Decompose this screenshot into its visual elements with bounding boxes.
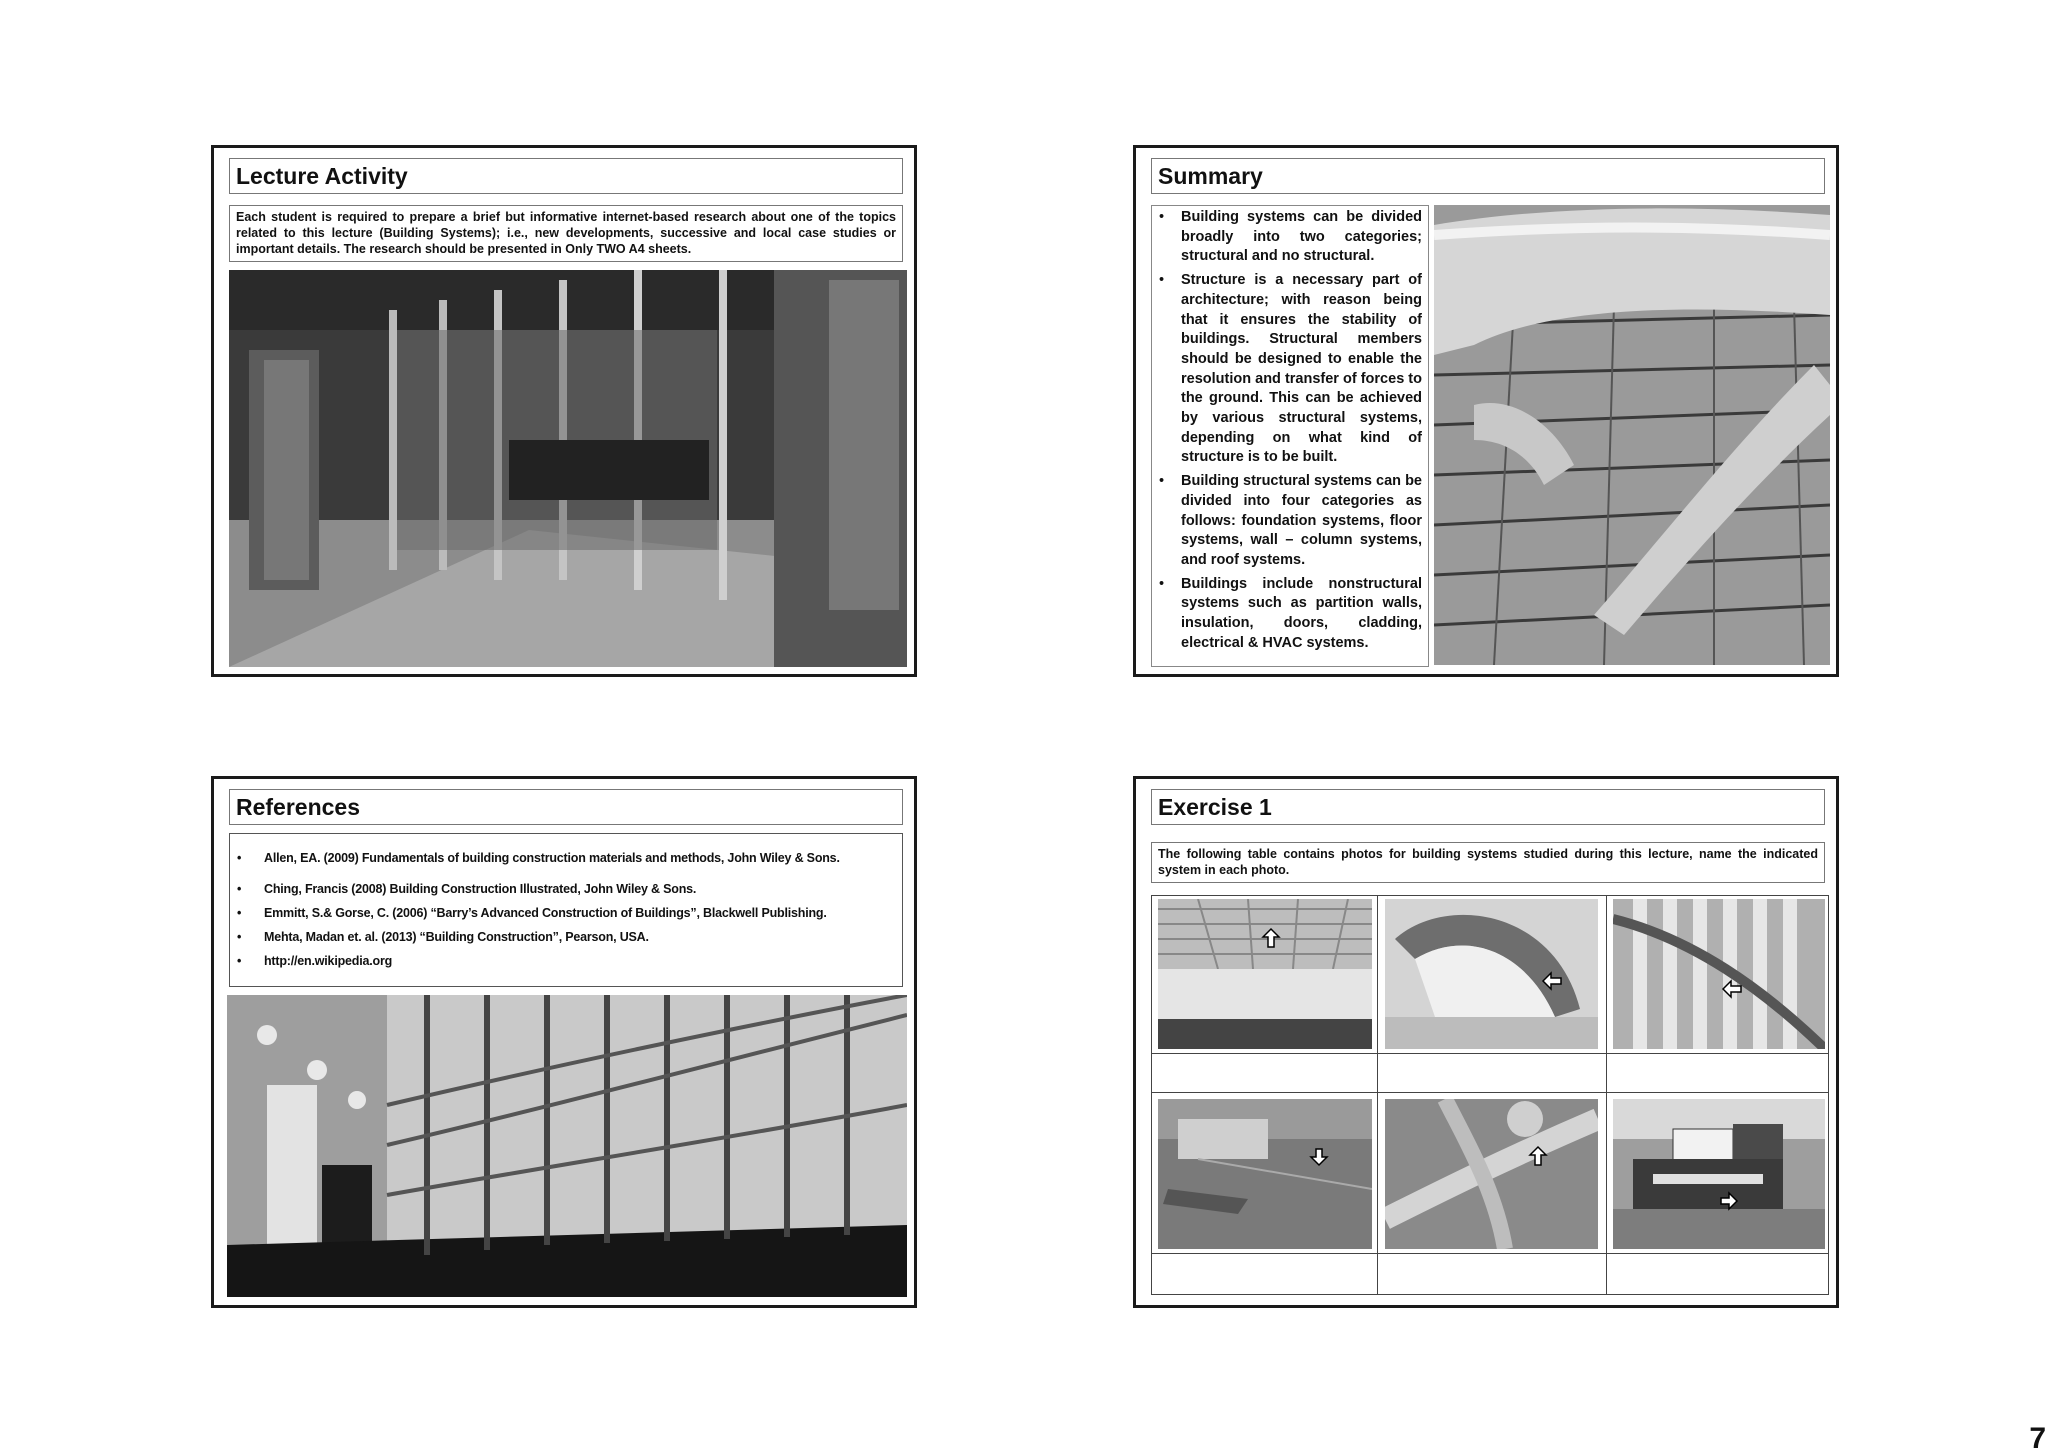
slide-title: References	[229, 789, 903, 825]
exercise-table	[1151, 895, 1829, 1295]
reference-item: • Emmitt, S.& Gorse, C. (2006) “Barry’s Advanced Construction of Buildings”, Blackwell Publishing.	[234, 905, 896, 921]
slide-title: Lecture Activity	[229, 158, 903, 194]
shell-roof-photo	[1385, 899, 1598, 1049]
hvac-ducts-photo	[1434, 205, 1830, 665]
raised-floor-photo	[1158, 1099, 1372, 1249]
exercise-description: The following table contains photos for building systems studied during this lecture, name the indicated system in each photo.	[1151, 842, 1825, 883]
reference-item: • Allen, EA. (2009) Fundamentals of building construction materials and methods, John Wiley & Sons.	[234, 850, 896, 866]
references-list	[234, 850, 896, 969]
reference-link[interactable]: • http://en.wikipedia.org	[234, 953, 896, 969]
references-box	[229, 833, 903, 987]
summary-bullets	[1156, 208, 1422, 653]
slide-title: Summary	[1151, 158, 1825, 194]
reference-item: • Mehta, Madan et. al. (2013) “Building Construction”, Pearson, USA.	[234, 929, 896, 945]
reference-item: • Ching, Francis (2008) Building Construction Illustrated, John Wiley & Sons.	[234, 881, 896, 897]
waffle-slab-ceiling-photo	[1158, 899, 1372, 1049]
slide-summary	[1133, 145, 1839, 677]
slide-exercise	[1133, 776, 1839, 1308]
summary-bullet: • Building structural systems can be divided into four categories as follows: foundation systems, floor systems, wall – column systems, and roof systems.	[1156, 472, 1422, 571]
office-partitions-photo	[1613, 1099, 1825, 1249]
curtain-wall-lobby-photo	[227, 995, 907, 1297]
slide-references	[211, 776, 917, 1308]
slide-lecture-activity	[211, 145, 917, 677]
page-number: 7	[2029, 1422, 2046, 1455]
summary-bullet: • Structure is a necessary part of architecture; with reason being that it ensures the stability of buildings. Structural members should be designed to enable the resolution and transfer of forces to the ground. This can be achieved by various structural systems, depending on what kind of structure is to be built.	[1156, 271, 1422, 468]
glass-partition-photo	[229, 270, 907, 667]
activity-description: Each student is required to prepare a brief but informative internet-based research about one of the topics related to this lecture (Building Systems); i.e., new developments, successive and local case studies or important details. The research should be presented in Only TWO A4 sheets.	[229, 205, 903, 262]
slide-title: Exercise 1	[1151, 789, 1825, 825]
ductwork-photo	[1385, 1099, 1598, 1249]
summary-bullet: • Buildings include nonstructural systems such as partition walls, insulation, doors, cladding, electrical & HVAC systems.	[1156, 575, 1422, 654]
columns-photo	[1613, 899, 1825, 1049]
summary-text-box	[1151, 205, 1429, 667]
summary-bullet: • Building systems can be divided broadly into two categories; structural and no structural.	[1156, 208, 1422, 267]
